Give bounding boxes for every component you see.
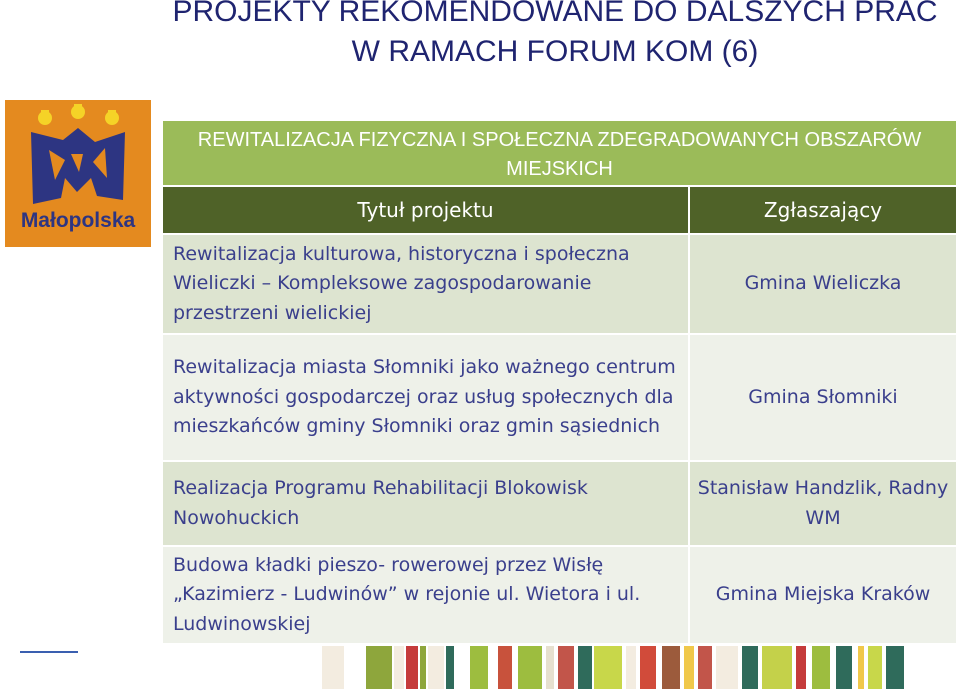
logo-text: Małopolska [20,209,136,232]
footer-divider [20,651,78,653]
table-row [163,235,956,335]
project-cell: Rewitalizacja kulturowa, historyczna i społeczna Wieliczki – Kompleksowe zagospodarowanie przestrzeni wielickiej [163,235,690,333]
decorative-stripes [322,646,904,689]
table-row [163,335,956,462]
table-row [163,547,956,645]
project-cell: Realizacja Programu Rehabilitacji Blokowisk Nowohuckich [163,462,690,545]
submitter-cell: Stanisław Handzlik, Radny WM [697,477,949,529]
slide-title [150,0,960,72]
header-project-title: Tytuł projektu [163,187,690,233]
projects-table [163,121,956,645]
project-cell: Budowa kładki pieszo- rowerowej przez Wisłę „Kazimierz - Ludwinów” w rejonie ul. Wietora i ul. Ludwinowskiej [163,547,690,643]
slide-title-line2: W RAMACH FORUM KOM (6) [351,35,759,68]
table-header-row [163,187,956,235]
submitter-cell: Gmina Miejska Kraków [715,583,931,606]
slide-title-line1: PROJEKTY REKOMENDOWANE DO DALSZYCH PRAC [172,0,938,28]
submitter-cell: Gmina Słomniki [748,385,898,408]
submitter-cell: Gmina Wieliczka [744,272,902,295]
table-row [163,462,956,547]
section-title: REWITALIZACJA FIZYCZNA I SPOŁECZNA ZDEGRADOWANYCH OBSZARÓW MIEJSKICH [163,121,956,187]
header-submitter: Zgłaszający [763,198,883,222]
project-cell: Rewitalizacja miasta Słomniki jako ważnego centrum aktywności gospodarczej oraz usług społecznych dla mieszkańców gminy Słomniki oraz gmin sąsiednich [163,335,690,460]
malopolska-logo [5,100,151,247]
